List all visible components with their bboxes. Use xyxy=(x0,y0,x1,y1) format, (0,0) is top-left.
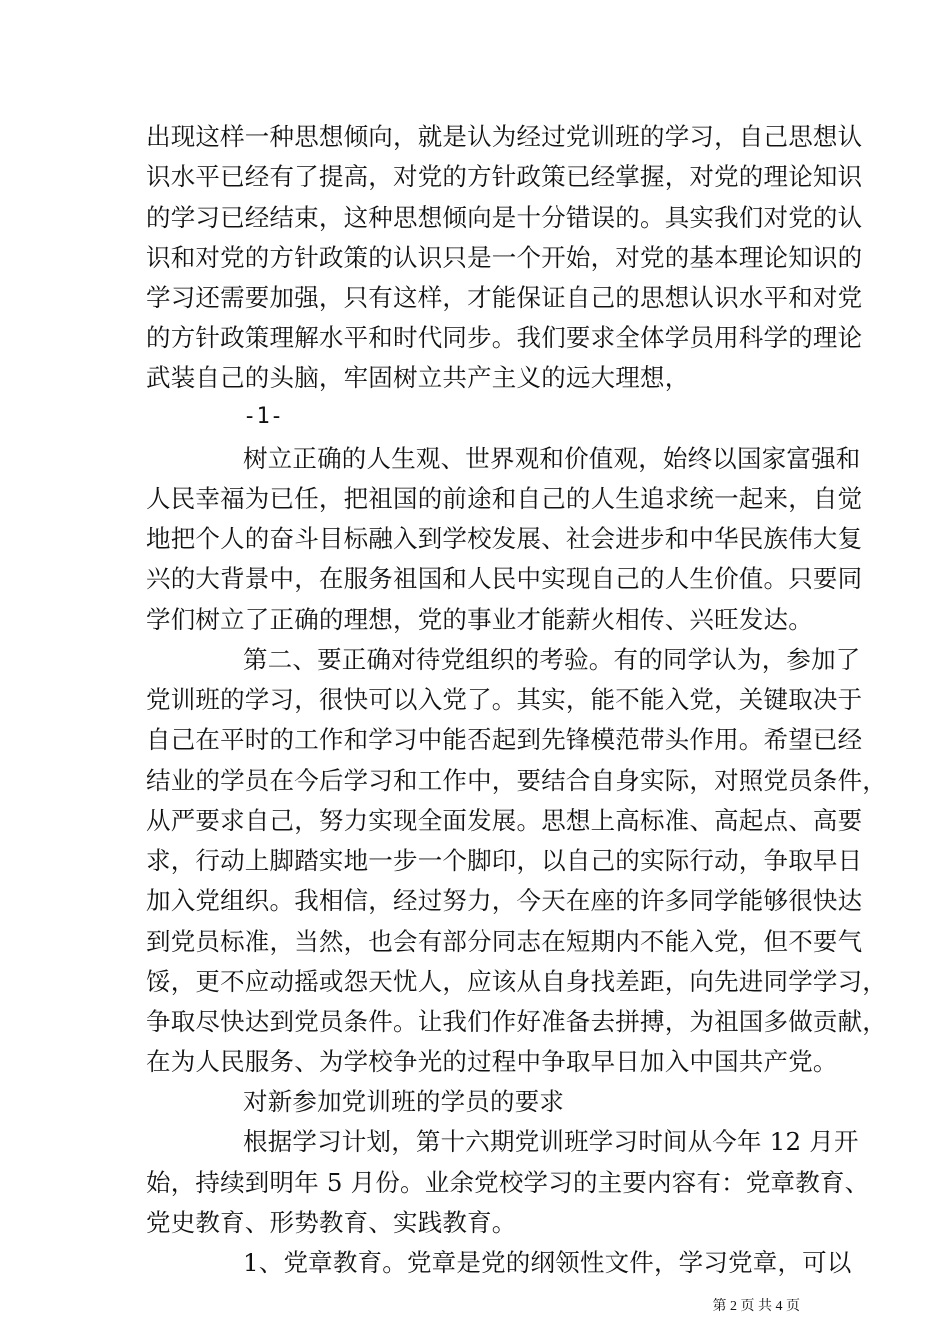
text-line: 学习还需要加强，只有这样，才能保证自己的思想认识水平和对党 xyxy=(146,283,863,312)
text-line: 人民幸福为已任，把祖国的前途和自己的人生追求统一起来，自觉 xyxy=(146,484,863,513)
text-line: 的学习已经结束，这种思想倾向是十分错误的。具实我们对党的认 xyxy=(146,203,863,232)
text-line: 第二、要正确对待党组织的考验。有的同学认为，参加了 xyxy=(243,645,861,674)
text-line: 党史教育、形势教育、实践教育。 xyxy=(146,1208,517,1237)
text-line: 争取尽快达到党员条件。让我们作好准备去拼搏，为祖国多做贡献， xyxy=(146,1007,887,1036)
text-line: 到党员标准，当然，也会有部分同志在短期内不能入党，但不要气 xyxy=(146,927,863,956)
text-line: 识水平已经有了提高，对党的方针政策已经掌握，对党的理论知识 xyxy=(146,162,863,191)
text-line: 地把个人的奋斗目标融入到学校发展、社会进步和中华民族伟大复 xyxy=(146,524,863,553)
text-line: 武装自己的头脑，牢固树立共产主义的远大理想， xyxy=(146,363,690,392)
section-heading: 对新参加党训班的学员的要求 xyxy=(243,1087,565,1116)
text-line: 识和对党的方针政策的认识只是一个开始，对党的基本理论知识的 xyxy=(146,243,863,272)
page-footer: 第 2 页 共 4 页 xyxy=(712,1299,800,1314)
text-line: 在为人民服务、为学校争光的过程中争取早日加入中国共产党。 xyxy=(146,1047,838,1076)
page-number-marker: -1- xyxy=(243,404,284,429)
text-line: 自己在平时的工作和学习中能否起到先锋模范带头作用。希望已经 xyxy=(146,725,863,754)
text-line: 1、党章教育。党章是党的纲领性文件，学习党章，可以 xyxy=(243,1248,852,1277)
text-line: 出现这样一种思想倾向，就是认为经过党训班的学习，自己思想认 xyxy=(146,122,863,151)
text-line: 党训班的学习，很快可以入党了。其实，能不能入党，关键取决于 xyxy=(146,685,863,714)
text-line: 始，持续到明年 5 月份。业余党校学习的主要内容有：党章教育、 xyxy=(146,1168,870,1197)
text-line: 结业的学员在今后学习和工作中，要结合自身实际，对照党员条件， xyxy=(146,766,887,795)
text-line: 求，行动上脚踏实地一步一个脚印，以自己的实际行动，争取早日 xyxy=(146,846,863,875)
text-line: 馁，更不应动摇或怨天忧人，应该从自身找差距，向先进同学学习， xyxy=(146,967,887,996)
text-line: 兴的大背景中，在服务祖国和人民中实现自己的人生价值。只要同 xyxy=(146,564,863,593)
text-line: 树立正确的人生观、世界观和价值观，始终以国家富强和 xyxy=(243,444,861,473)
text-line: 加入党组织。我相信，经过努力，今天在座的许多同学能够很快达 xyxy=(146,886,863,915)
text-line: 根据学习计划，第十六期党训班学习时间从今年 12 月开 xyxy=(243,1127,859,1156)
text-line: 的方针政策理解水平和时代同步。我们要求全体学员用科学的理论 xyxy=(146,323,863,352)
text-line: 学们树立了正确的理想，党的事业才能薪火相传、兴旺发达。 xyxy=(146,605,813,634)
text-line: 从严要求自己，努力实现全面发展。思想上高标准、高起点、高要 xyxy=(146,806,863,835)
